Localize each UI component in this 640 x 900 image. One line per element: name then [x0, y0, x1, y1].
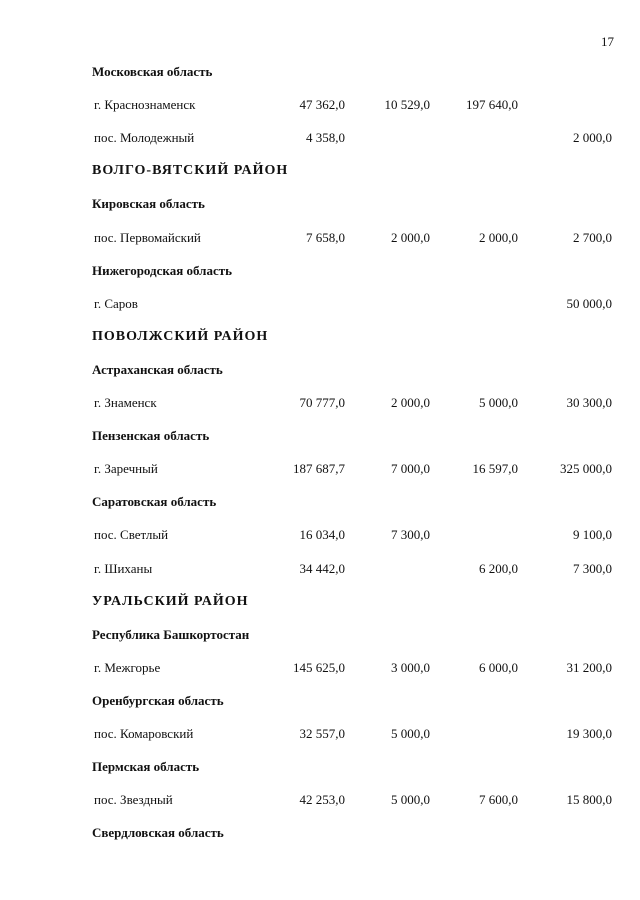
table-row [0, 527, 640, 547]
section-title: Московская область [92, 64, 213, 79]
oblast-heading [0, 362, 640, 382]
oblast-heading [0, 494, 640, 514]
value-cell-2: 3 000,0 [391, 660, 430, 675]
oblast-heading [0, 263, 640, 283]
section-title: Свердловская область [92, 825, 224, 840]
value-cell-1: 7 658,0 [306, 230, 345, 245]
table-row [0, 726, 640, 746]
value-cell-1: 187 687,7 [293, 461, 345, 476]
oblast-heading [0, 627, 640, 647]
value-cell-2: 5 000,0 [391, 726, 430, 741]
value-cell-4: 31 200,0 [566, 660, 612, 675]
section-title: Кировская область [92, 196, 205, 211]
settlement-name: г. Саров [94, 296, 138, 311]
value-cell-1: 42 253,0 [299, 792, 345, 807]
value-cell-1: 16 034,0 [299, 527, 345, 542]
value-cell-3: 6 000,0 [479, 660, 518, 675]
settlement-name: пос. Молодежный [94, 130, 195, 145]
settlement-name: г. Знаменск [94, 395, 157, 410]
table-row [0, 296, 640, 316]
value-cell-2: 7 000,0 [391, 461, 430, 476]
value-cell-3: 16 597,0 [472, 461, 518, 476]
region-heading [0, 594, 640, 614]
table-row [0, 130, 640, 150]
settlement-name: г. Шиханы [94, 561, 153, 576]
value-cell-1: 70 777,0 [299, 395, 345, 410]
value-cell-2: 7 300,0 [391, 527, 430, 542]
value-cell-4: 50 000,0 [566, 296, 612, 311]
table-row [0, 461, 640, 481]
value-cell-1: 145 625,0 [293, 660, 345, 675]
table-row [0, 230, 640, 250]
value-cell-4: 2 000,0 [573, 130, 612, 145]
table-row [0, 561, 640, 581]
settlement-name: пос. Первомайский [94, 230, 201, 245]
settlement-name: г. Заречный [94, 461, 158, 476]
value-cell-4: 19 300,0 [566, 726, 612, 741]
value-cell-4: 2 700,0 [573, 230, 612, 245]
section-title: Оренбургская область [92, 693, 224, 708]
table-row [0, 792, 640, 812]
value-cell-4: 325 000,0 [560, 461, 612, 476]
oblast-heading [0, 196, 640, 216]
settlement-name: г. Межгорье [94, 660, 161, 675]
section-title: Саратовская область [92, 494, 217, 509]
value-cell-4: 9 100,0 [573, 527, 612, 542]
page-number: 17 [601, 34, 614, 49]
section-title: УРАЛЬСКИЙ РАЙОН [92, 594, 249, 609]
section-title: Астраханская область [92, 362, 223, 377]
section-title: Пензенская область [92, 428, 210, 443]
region-heading [0, 163, 640, 183]
value-cell-1: 32 557,0 [299, 726, 345, 741]
value-cell-4: 30 300,0 [566, 395, 612, 410]
value-cell-2: 2 000,0 [391, 230, 430, 245]
value-cell-3: 7 600,0 [479, 792, 518, 807]
table-row [0, 660, 640, 680]
value-cell-1: 34 442,0 [299, 561, 345, 576]
value-cell-4: 7 300,0 [573, 561, 612, 576]
value-cell-3: 6 200,0 [479, 561, 518, 576]
section-title: Нижегородская область [92, 263, 232, 278]
oblast-heading [0, 759, 640, 779]
section-title: ПОВОЛЖСКИЙ РАЙОН [92, 329, 269, 344]
oblast-heading [0, 825, 640, 845]
table-row [0, 395, 640, 415]
section-title: Пермская область [92, 759, 200, 774]
oblast-heading [0, 428, 640, 448]
settlement-name: г. Краснознаменск [94, 97, 196, 112]
section-title: Республика Башкортостан [92, 627, 250, 642]
value-cell-1: 47 362,0 [299, 97, 345, 112]
value-cell-4: 15 800,0 [566, 792, 612, 807]
value-cell-3: 2 000,0 [479, 230, 518, 245]
settlement-name: пос. Комаровский [94, 726, 194, 741]
value-cell-1: 4 358,0 [306, 130, 345, 145]
table-row [0, 97, 640, 117]
value-cell-2: 10 529,0 [384, 97, 430, 112]
section-title: ВОЛГО-ВЯТСКИЙ РАЙОН [92, 163, 289, 178]
oblast-heading [0, 64, 640, 84]
value-cell-2: 2 000,0 [391, 395, 430, 410]
region-heading [0, 329, 640, 349]
settlement-name: пос. Звездный [94, 792, 173, 807]
value-cell-2: 5 000,0 [391, 792, 430, 807]
value-cell-3: 197 640,0 [466, 97, 518, 112]
settlement-name: пос. Светлый [94, 527, 169, 542]
value-cell-3: 5 000,0 [479, 395, 518, 410]
oblast-heading [0, 693, 640, 713]
